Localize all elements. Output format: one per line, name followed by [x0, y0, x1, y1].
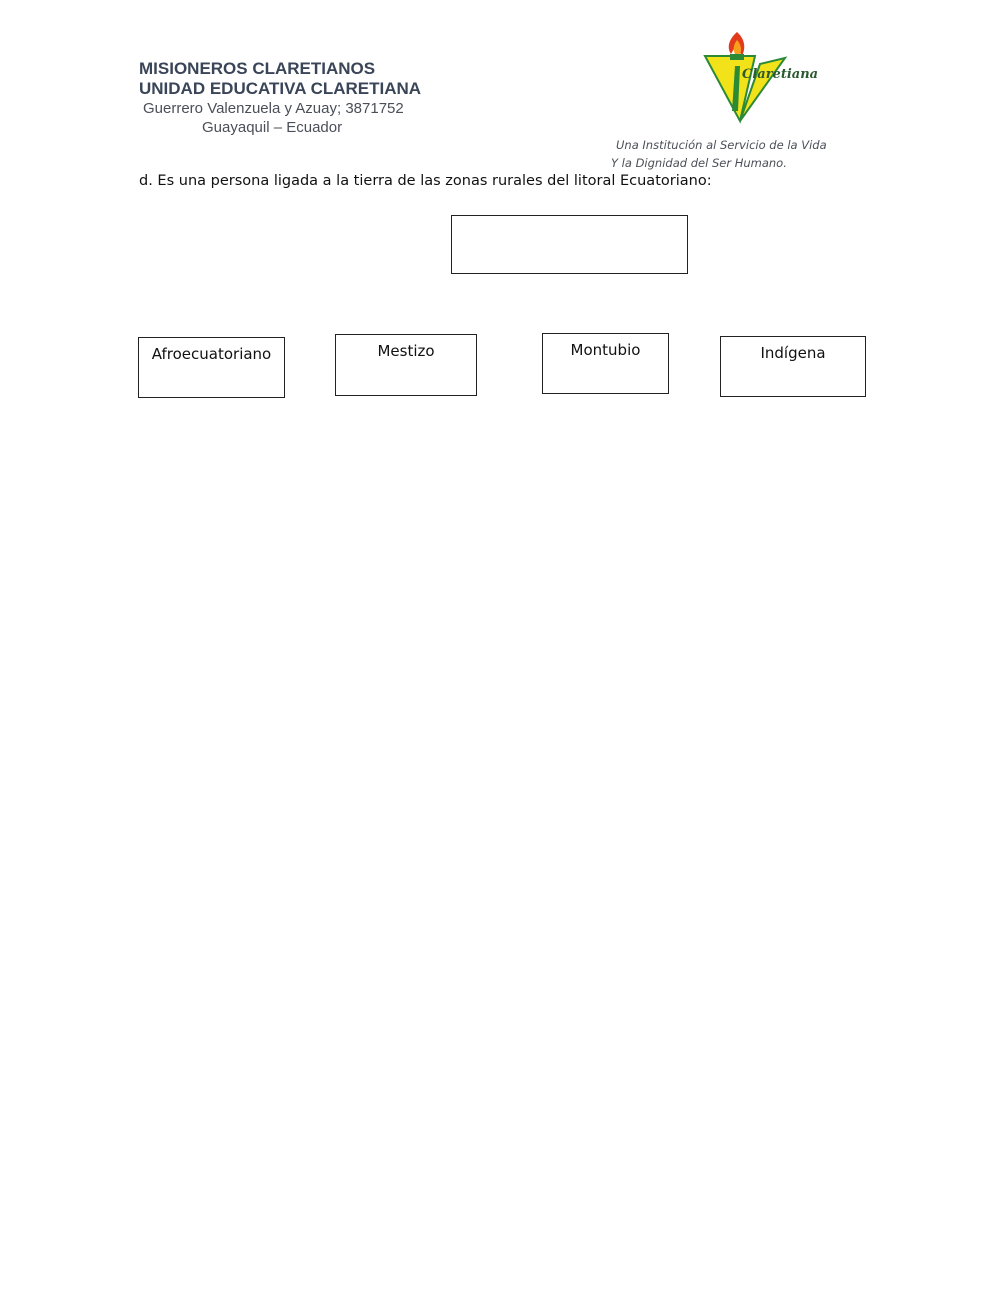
option-label: Afroecuatoriano: [151, 345, 272, 363]
school-name: UNIDAD EDUCATIVA CLARETIANA: [139, 79, 422, 98]
claretiana-logo: [700, 26, 819, 126]
option-afroecuatoriano[interactable]: [138, 337, 285, 398]
answer-drop-box[interactable]: [451, 215, 688, 274]
motto-line-1: Una Institución al Servicio de la Vida: [616, 138, 827, 152]
option-label: Montubio: [570, 341, 641, 359]
school-address: Guerrero Valenzuela y Azuay; 3871752: [143, 100, 404, 117]
option-label: Indígena: [760, 344, 826, 362]
option-montubio[interactable]: [542, 333, 669, 394]
motto-line-2: Y la Dignidad del Ser Humano.: [611, 156, 787, 170]
option-label: Mestizo: [377, 342, 435, 360]
option-mestizo[interactable]: [335, 334, 477, 396]
question-text: d. Es una persona ligada a la tierra de las zonas rurales del litoral Ecuatoriano:: [139, 173, 712, 189]
logo-wordmark: Claretiana: [742, 67, 819, 82]
school-order-name: MISIONEROS CLARETIANOS: [139, 59, 376, 78]
school-city: Guayaquil – Ecuador: [202, 119, 343, 136]
option-indigena[interactable]: [720, 336, 866, 397]
